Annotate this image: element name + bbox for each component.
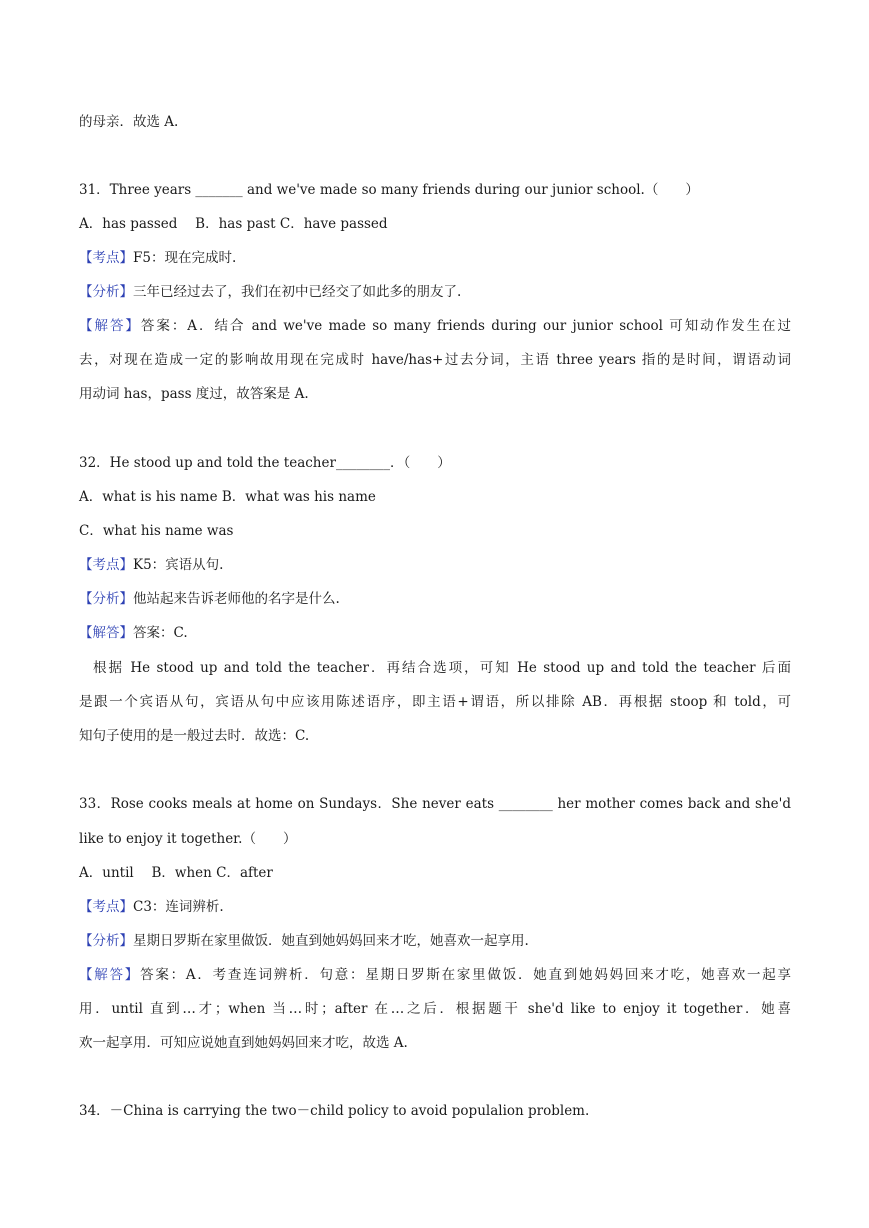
line-text: C3：连词辨析. — [133, 899, 224, 915]
line-text: 32．He stood up and told the teacher________．（ ） — [79, 455, 451, 471]
text-line-q32j2 — [93, 658, 791, 678]
text-line-q32j3 — [79, 692, 791, 712]
line-text: 去，对现在造成一定的影响故用现在完成时 have/has+过去分词，主语 three years 指的是时间，谓语动词 — [79, 352, 791, 368]
text-line-q32k — [79, 555, 791, 575]
section-tag: 【解答】 — [79, 967, 141, 983]
text-line-q33j3 — [79, 1033, 791, 1053]
line-text: 用．until 直到…才；when 当…时；after 在…之后．根据题干 she'd like to enjoy it together．她喜 — [79, 1001, 791, 1017]
line-text: 答案：A．结合 and we've made so many friends during our junior school 可知动作发生在过 — [140, 318, 792, 334]
line-text: 34．－China is carrying the two－child policy to avoid populalion problem. — [79, 1103, 590, 1119]
text-line-q31j3 — [79, 384, 791, 404]
line-text: C．what his name was — [79, 523, 234, 539]
line-text: 33．Rose cooks meals at home on Sundays．She never eats ________ her mother comes back and she'd — [79, 796, 791, 812]
text-line-q32j — [79, 623, 791, 643]
text-line-q32 — [79, 453, 791, 473]
line-text: 31．Three years _______ and we've made so many friends during our junior school.（ ） — [79, 182, 699, 198]
section-tag: 【分析】 — [79, 284, 133, 300]
text-line-l0 — [79, 112, 791, 132]
line-text: 三年已经过去了，我们在初中已经交了如此多的朋友了. — [133, 284, 462, 300]
text-line-q31 — [79, 180, 791, 200]
line-text: 是跟一个宾语从句，宾语从句中应该用陈述语序，即主语+谓语，所以排除 AB．再根据 stoop 和 told，可 — [79, 694, 791, 710]
section-tag: 【分析】 — [79, 933, 133, 949]
line-text: A．has passed B．has past C．have passed — [79, 216, 388, 232]
line-text: like to enjoy it together.（ ） — [79, 831, 297, 847]
text-line-q32o — [79, 487, 791, 507]
text-line-q33f — [79, 931, 791, 951]
line-text: 知句子使用的是一般过去时．故选：C. — [79, 728, 310, 744]
text-line-q33b — [79, 829, 791, 849]
text-line-q31j — [79, 316, 791, 336]
text-line-q31j2 — [79, 350, 791, 370]
text-line-q31f — [79, 282, 791, 302]
line-text: 星期日罗斯在家里做饭．她直到她妈妈回来才吃，她喜欢一起享用. — [133, 933, 529, 949]
line-text: 欢一起享用．可知应说她直到她妈妈回来才吃，故选 A. — [79, 1035, 408, 1051]
section-tag: 【解答】 — [79, 318, 141, 334]
text-line-q32o2 — [79, 521, 791, 541]
line-text: 他站起来告诉老师他的名字是什么. — [133, 591, 340, 607]
text-line-q31k — [79, 248, 791, 268]
line-text: 用动词 has，pass 度过，故答案是 A. — [79, 386, 309, 402]
line-text: 答案：C. — [133, 625, 188, 641]
line-text: 根据 He stood up and told the teacher．再结合选项，可知 He stood up and told the teacher 后面 — [93, 660, 791, 676]
text-line-q33j2 — [79, 999, 791, 1019]
line-text: A．what is his name B．what was his name — [79, 489, 376, 505]
text-line-q33o — [79, 863, 791, 883]
line-text: 答案：A．考查连词辨析．句意：星期日罗斯在家里做饭．她直到她妈妈回来才吃，她喜欢一起享 — [140, 967, 792, 983]
line-text: 的母亲．故选 A. — [79, 114, 179, 130]
text-line-q31o — [79, 214, 791, 234]
section-tag: 【考点】 — [79, 899, 133, 915]
text-line-q33k — [79, 897, 791, 917]
section-tag: 【解答】 — [79, 625, 133, 641]
line-text: K5：宾语从句. — [133, 557, 224, 573]
text-line-q34 — [79, 1101, 791, 1121]
line-text: A．until B．when C．after — [79, 865, 273, 881]
text-line-q32f — [79, 589, 791, 609]
section-tag: 【考点】 — [79, 250, 133, 266]
text-line-q33 — [79, 794, 791, 814]
text-line-q32j4 — [79, 726, 791, 746]
section-tag: 【考点】 — [79, 557, 133, 573]
text-line-q33j — [79, 965, 791, 985]
section-tag: 【分析】 — [79, 591, 133, 607]
line-text: F5：现在完成时. — [133, 250, 237, 266]
